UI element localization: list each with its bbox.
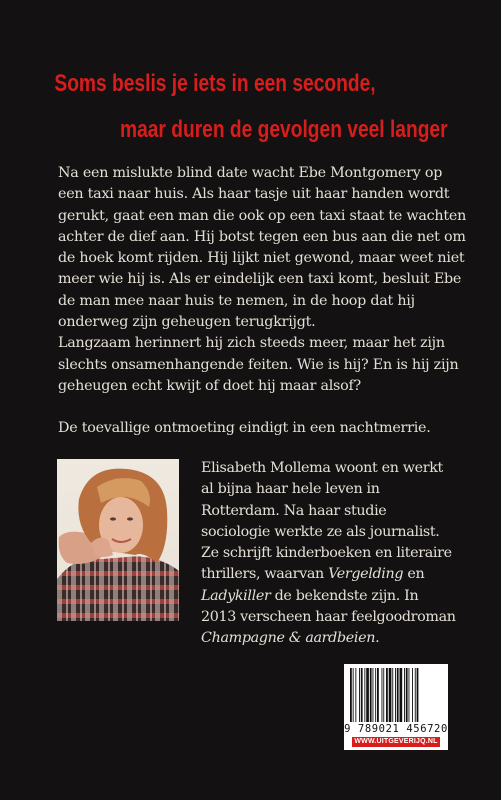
barcode-bar: [406, 668, 408, 722]
barcode-bar: [415, 668, 416, 722]
bio-text: .: [375, 630, 380, 647]
book-title: Champagne & aardbeien: [201, 630, 376, 647]
barcode-bar: [397, 668, 399, 722]
barcode-bar: [409, 668, 410, 722]
barcode-bar: [412, 668, 413, 722]
bio-text: de bekendste zijn. In 2013 verscheen haar feelgoodroman: [201, 587, 456, 626]
bio-text: Elisabeth Mollema woont en werkt al bijna haar hele leven in Rotterdam. Na haar studie sociologie werkte ze als journalist. Ze schrijft kinderboeken en literaire thrillers, waarvan: [201, 460, 452, 583]
barcode-bar: [370, 668, 372, 722]
barcode-bar: [373, 668, 374, 722]
barcode-bar: [386, 668, 388, 722]
barcode-bar: [395, 668, 396, 722]
author-bio-text: [201, 458, 457, 650]
barcode-bar: [366, 668, 369, 722]
barcode-bar: [361, 668, 363, 722]
blurb-paragraph: Na een mislukte blind date wacht Ebe Montgomery op een taxi naar huis. Als haar tasje uit haar handen wordt gerukt, gaat een man die ook op een taxi staat te wachten achter de dief aan. Hij botst tegen een bus aan die net om de hoek komt rijden. Hij lijkt niet gewond, maar weet niet meer wie hij is. Als er eindelijk een taxi komt, besluit Ebe de man mee naar huis te nemen, in de hoop dat hij onderweg zijn geheugen terugkrijgt.: [58, 165, 467, 331]
barcode-icon: [349, 668, 443, 722]
book-blurb: [58, 163, 470, 440]
barcode-bar: [377, 668, 379, 722]
barcode-bar: [375, 668, 376, 722]
author-photo: [57, 459, 179, 621]
bio-text: en: [403, 566, 425, 583]
tagline-line-2: maar duren de gevolgen veel langer: [120, 116, 448, 143]
book-title: Ladykiller: [201, 587, 271, 604]
barcode-bar: [364, 668, 365, 722]
barcode-bar: [389, 668, 392, 722]
barcode-bar: [359, 668, 360, 722]
barcode-bar: [383, 668, 384, 722]
tagline-line-1: Soms beslis je iets in een seconde,: [54, 70, 376, 97]
isbn-barcode: [344, 664, 448, 750]
barcode-bar: [417, 668, 419, 722]
isbn-number: 9 789021 456720: [344, 723, 448, 735]
barcode-bar: [350, 668, 352, 722]
barcode-bar: [353, 668, 354, 722]
barcode-bar: [400, 668, 403, 722]
blurb-paragraph: Langzaam herinnert hij zich steeds meer, maar het zijn slechts onsamenhangende feiten. Wie is hij? En is hij zijn geheugen echt kwijt of doet hij maar alsof?: [58, 335, 459, 394]
barcode-bar: [404, 668, 405, 722]
barcode-bar: [392, 668, 393, 722]
book-title: Vergelding: [328, 566, 404, 583]
author-bio: [201, 458, 457, 650]
blurb-paragraph: De toevallige ontmoeting eindigt in een nachtmerrie.: [58, 420, 431, 437]
barcode-bar: [355, 668, 356, 722]
barcode-bar: [382, 668, 383, 722]
publisher-website: WWW.UITGEVERIJQ.NL: [352, 737, 440, 747]
